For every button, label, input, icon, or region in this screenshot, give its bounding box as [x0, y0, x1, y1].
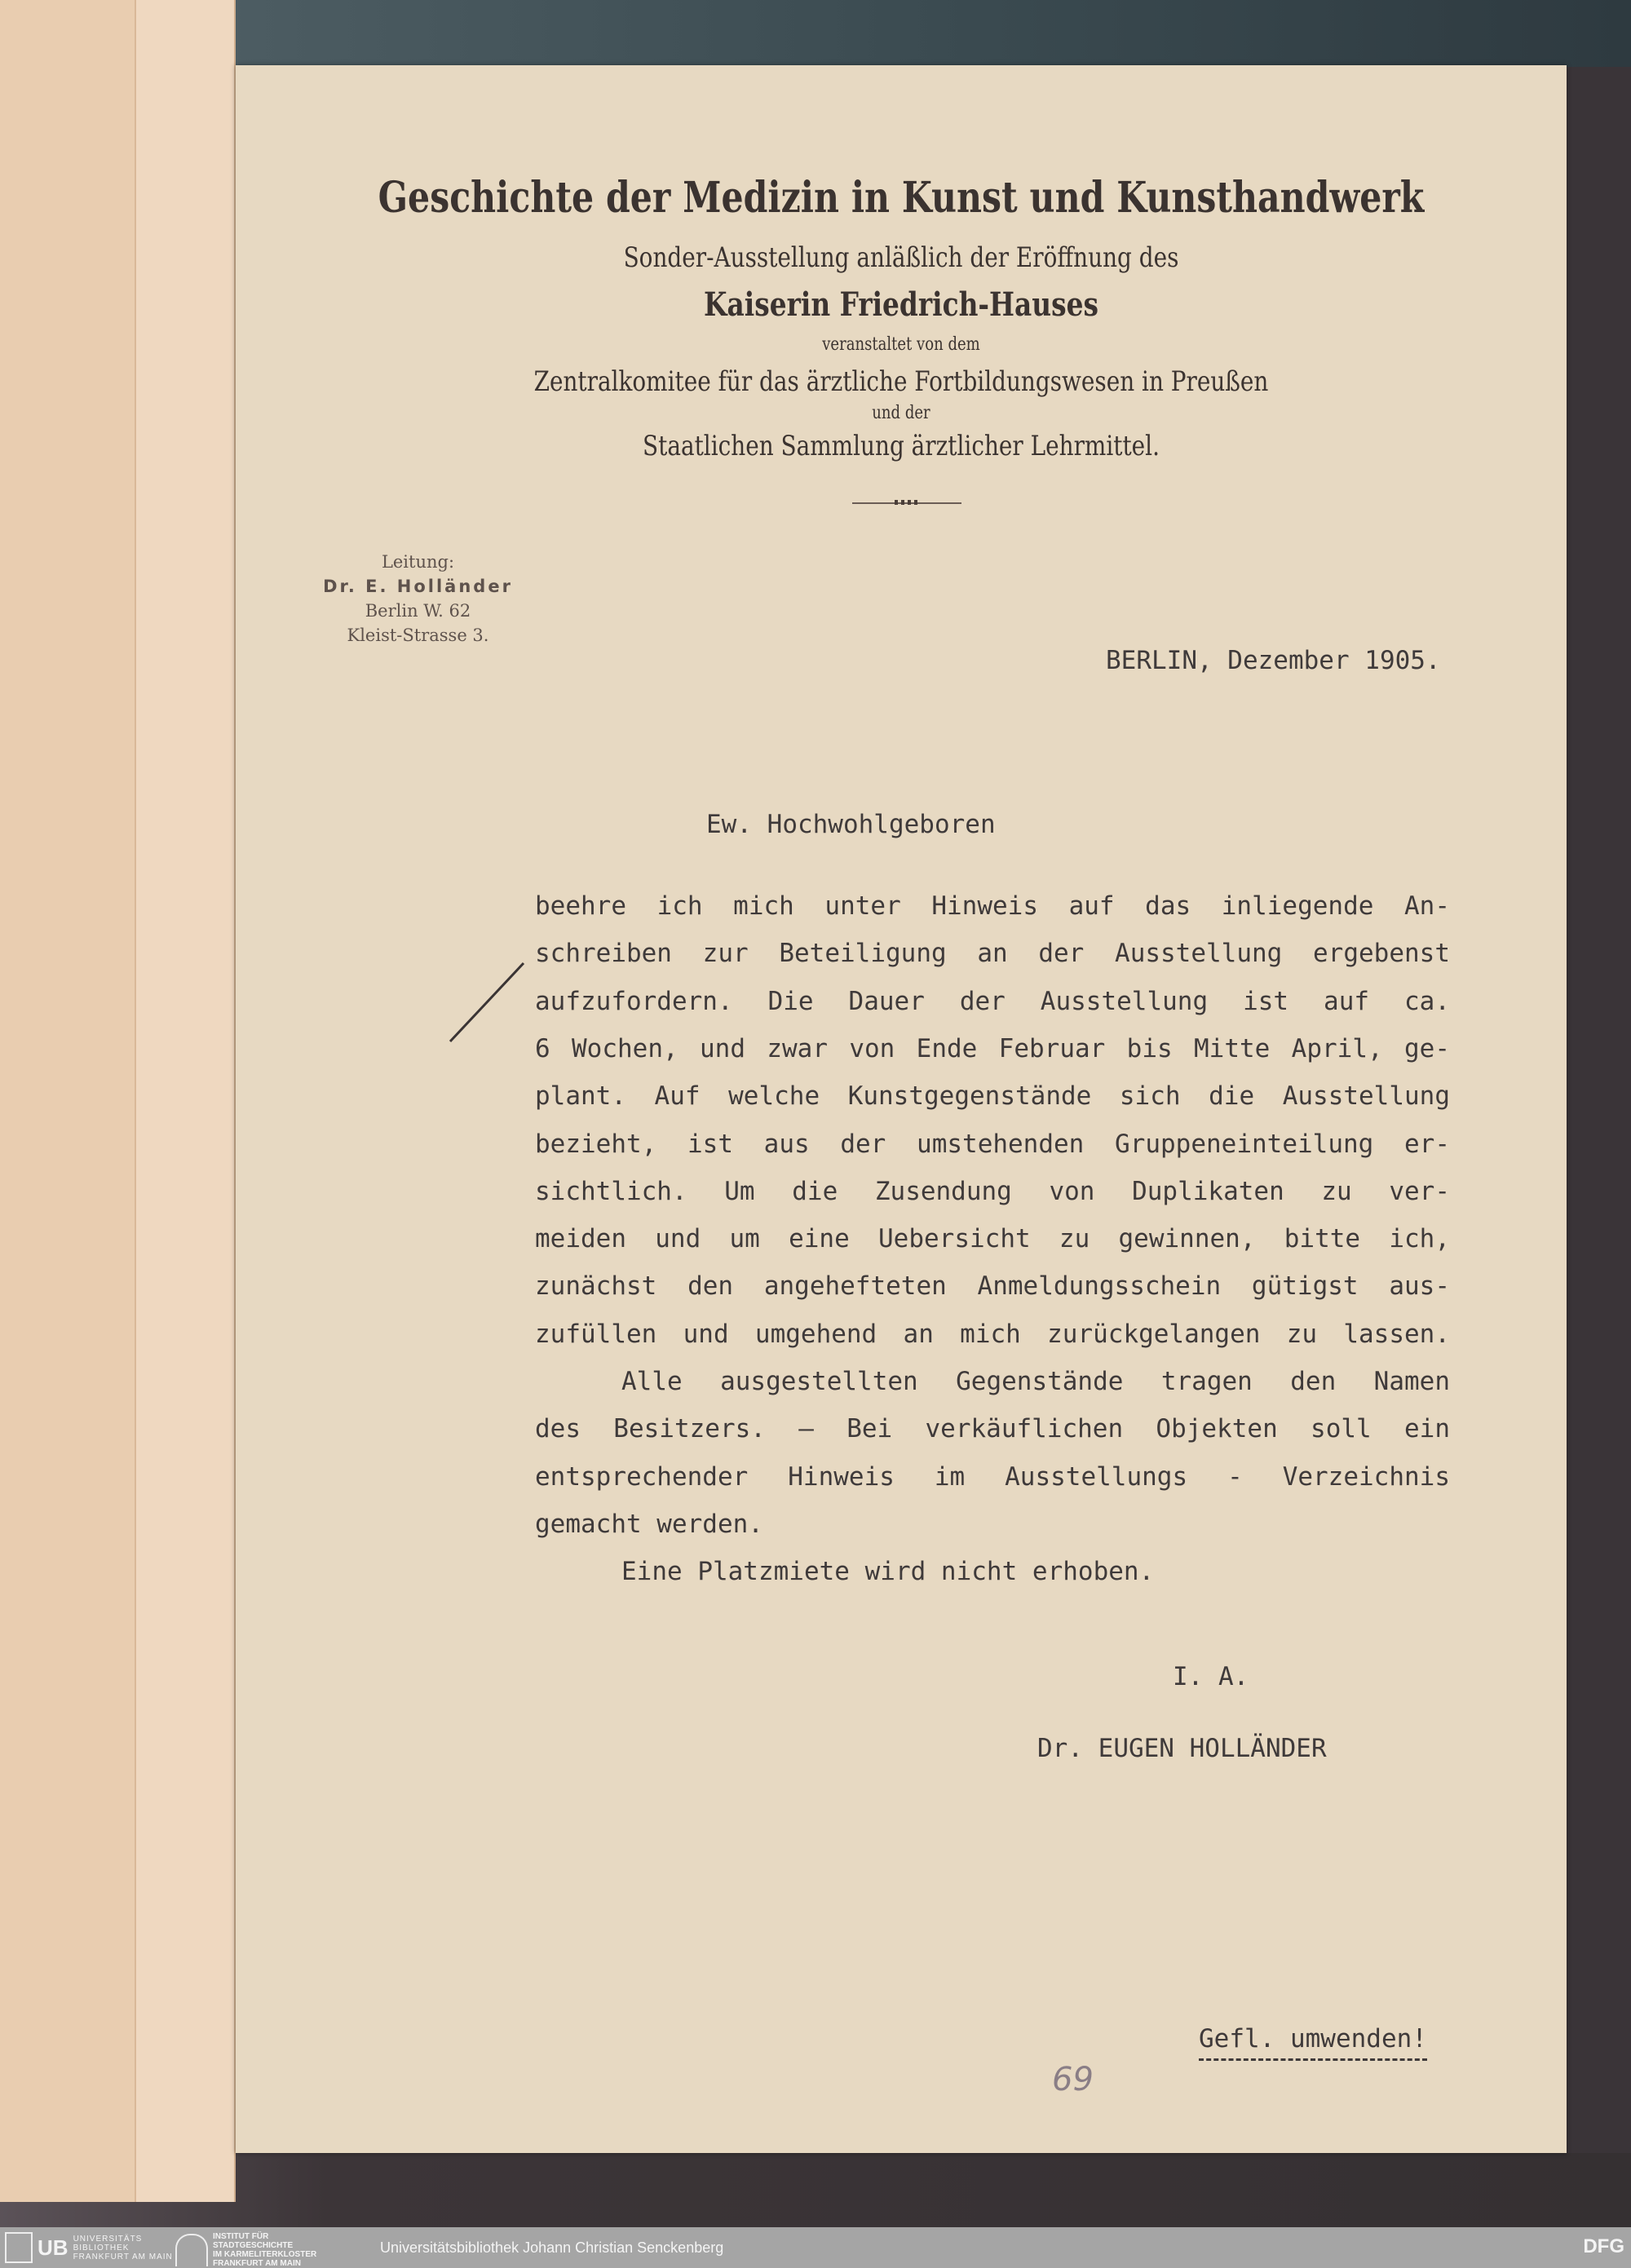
pencil-mark	[440, 958, 530, 1048]
ia-label: I. A.	[1173, 1662, 1249, 1691]
letter-line: gemacht werden.	[535, 1509, 763, 1539]
background-top	[0, 0, 1631, 67]
footer-bar	[0, 2227, 1631, 2268]
footer-text: Universitätsbibliothek Johann Christian Senckenberg	[380, 2239, 724, 2256]
letter-line: des Besitzers. — Bei verkäuflichen Objekten soll ein	[535, 1414, 1450, 1444]
signature: Dr. EUGEN HOLLÄNDER	[1037, 1734, 1327, 1763]
letter-line: sichtlich. Um die Zusendung von Duplikaten zu ver-	[535, 1176, 1450, 1206]
letter-line: zunächst den angehefteten Anmeldungsschein gütigst aus-	[535, 1271, 1450, 1302]
letter-line: meiden und um eine Uebersicht zu gewinnen, bitte ich,	[535, 1224, 1450, 1254]
dfg-logo: DFG	[1583, 2235, 1624, 2257]
letterhead-line: Staatlichen Sammlung ärztlicher Lehrmittel.	[643, 430, 1160, 462]
leitung-block	[310, 550, 526, 648]
letter-line: 6 Wochen, und zwar von Ende Februar bis Mitte April, ge-	[535, 1033, 1450, 1063]
ub-logo: UB UNIVERSITÄTS BIBLIOTHEK FRANKFURT AM MAIN	[5, 2232, 173, 2263]
letter-line: bezieht, ist aus der umstehenden Gruppeneinteilung er-	[535, 1129, 1450, 1159]
letterhead-line: Kaiserin Friedrich-Hauses	[704, 285, 1098, 324]
letter-line: Alle ausgestellten Gegenstände tragen den Namen	[621, 1367, 1450, 1396]
leitung-street: Kleist-Strasse 3.	[347, 626, 489, 645]
letterhead-title: Geschichte der Medizin in Kunst und Kunsthandwerk	[378, 173, 1425, 223]
ub-logo-icon	[5, 2232, 33, 2263]
isg-arch-icon	[175, 2234, 208, 2266]
letter-line: zufüllen und umgehend an mich zurückgelangen zu lassen.	[535, 1319, 1450, 1349]
binding-page	[0, 0, 135, 2202]
letter-line: Eine Platzmiete wird nicht erhoben.	[621, 1557, 1155, 1587]
letter-line: aufzufordern. Die Dauer der Ausstellung ist auf ca.	[535, 986, 1450, 1016]
handwritten-number: 69	[1052, 2061, 1094, 2098]
leitung-city: Berlin W. 62	[365, 601, 471, 621]
isg-logo: INSTITUT FÜR STADTGESCHICHTE IM KARMELITERKLOSTER FRANKFURT AM MAIN	[175, 2232, 316, 2268]
letter-line: plant. Auf welche Kunstgegenstände sich die Ausstellung	[535, 1081, 1450, 1112]
ornament-divider	[852, 502, 961, 507]
turn-over-note: Gefl. umwenden!	[1199, 2024, 1427, 2061]
letter-date: BERLIN, Dezember 1905.	[1106, 646, 1441, 675]
letterhead-line: veranstaltet von dem	[822, 334, 980, 355]
leitung-name: Dr. E. Holländer	[323, 577, 513, 596]
background-bottom	[0, 2153, 1631, 2228]
letter-line: entsprechender Hinweis im Ausstellungs - Verzeichnis	[535, 1461, 1450, 1492]
leitung-label: Leitung:	[381, 552, 455, 572]
letter-line: schreiben zur Beteiligung an der Ausstellung ergebenst	[535, 939, 1450, 969]
salutation: Ew. Hochwohlgeboren	[706, 810, 996, 839]
letter-line: beehre ich mich unter Hinweis auf das inliegende An-	[535, 891, 1450, 921]
letterhead-line: und der	[872, 403, 930, 423]
letterhead-line: Zentralkomitee für das ärztliche Fortbildungswesen in Preußen	[533, 365, 1269, 398]
binding-page-inner	[135, 0, 236, 2202]
letterhead-line: Sonder-Ausstellung anläßlich der Eröffnung des	[623, 241, 1179, 274]
